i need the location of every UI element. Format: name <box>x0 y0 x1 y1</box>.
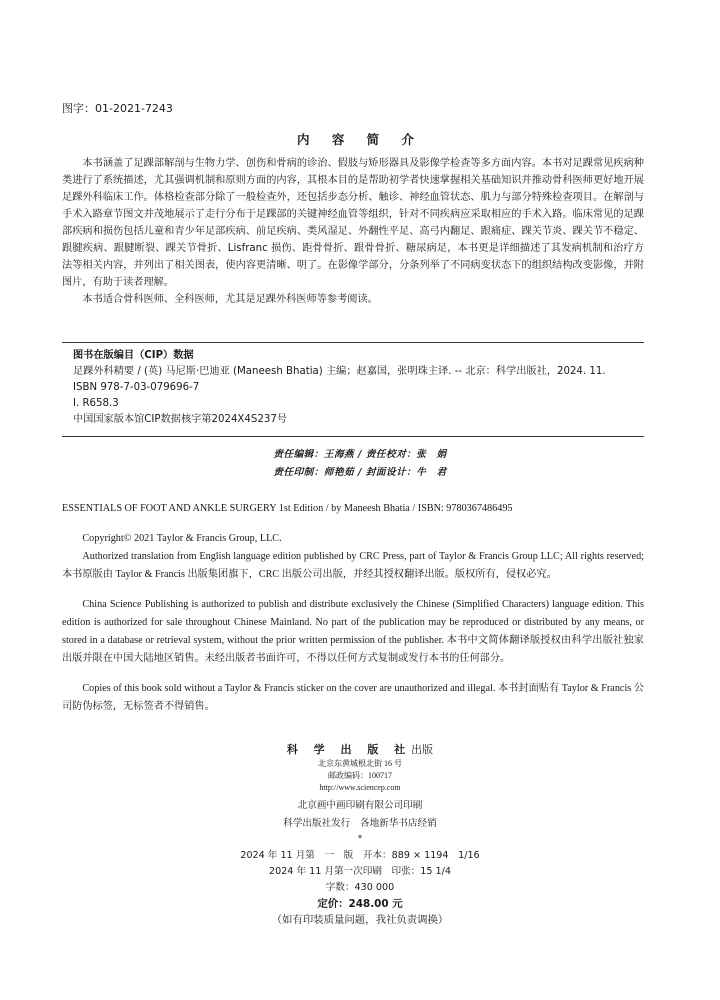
cip-line: 中国国家版本馆CIP数据核字第2024X4S237号 <box>73 414 287 425</box>
publisher-website: http://www.sciencep.com <box>319 783 401 792</box>
staff-credits <box>0 446 720 482</box>
registration-number: 图字：01-2021-7243 <box>62 102 173 115</box>
summary-paragraph: 本书适合骨科医师、全科医师，尤其是足踝外科医师等参考阅读。 <box>82 294 378 305</box>
cip-heading: 图书在版编目（CIP）数据 <box>73 350 194 361</box>
word-count: 字数：430 000 <box>325 882 395 893</box>
staff-line: 责任印制：师艳茹 / 封面设计：牛 君 <box>273 467 447 478</box>
staff-line: 责任编辑：王海燕 / 责任校对：张 娟 <box>273 449 447 460</box>
cip-line: Ⅰ. R658.3 <box>73 398 119 409</box>
publisher-info <box>0 742 720 928</box>
publisher-address: 北京东黄城根北街 16 号 <box>318 759 402 768</box>
divider <box>62 436 644 437</box>
summary-title: 内 容 简 介 <box>296 132 424 147</box>
publisher-name-text: 科 学 出 版 社 <box>286 743 412 756</box>
distribution-line: 科学出版社发行 各地新华书店经销 <box>283 818 437 829</box>
edition-line: 2024 年 11 月第 一 版 开本：889 × 1194 1/16 <box>240 850 480 861</box>
summary-paragraph: 本书涵盖了足踝部解剖与生物力学、创伤和骨病的诊治、假肢与矫形器具及影像学检查等多方面内容。本书对足踝常见疾病种类进行了系统描述，尤其强调机制和原则方面的内容，其根本目的是帮助初学者快速掌握相关基础知识并推动骨科医师更好地开展足踝外科临床工作。体格检查部分除了一般检查外，还包括步态分析、触诊、神经血管状态、肌力与部分特殊检查项目。在解剖与手术入路章节图文并茂地展示了走行分布于足踝部的关键神经血管等组织，针对不同疾病应采取相应的手术入路。临床常见的足踝部疾病和损伤包括儿童和青少年足部疾病、前足疾病、类风湿足、外翻性平足、高弓内翻足、跟痛症、踝关节炎、踝关节不稳定、跟腱疾病、跟腱断裂、踝关节骨折、Lisfranc 损伤、距骨骨折、跟骨骨折、糖尿病足，本书更是详细描述了其发病机制和治疗方法等相关内容，并列出了相关图表，使内容更清晰、明了。在影像学部分，分条列举了不同病变状态下的组织结构改变影像，并附图片，有助于读者理解。 <box>62 158 644 288</box>
rights-block <box>62 500 644 716</box>
price: 定价：248.00 元 <box>317 898 403 910</box>
edition-statement: ESSENTIALS OF FOOT AND ANKLE SURGERY 1st Edition / by Maneesh Bhatia / ISBN: 9780367486495 <box>62 503 513 514</box>
publisher-postcode: 邮政编码：100717 <box>328 771 392 780</box>
summary-body <box>62 155 644 308</box>
cip-line: 足踝外科精要 / (英) 马尼斯·巴迪亚 (Maneesh Bhatia) 主编；赵嘉国，张明珠主译. -- 北京：科学出版社，2024. 11. <box>73 366 606 377</box>
cip-line: ISBN 978-7-03-079696-7 <box>73 382 200 393</box>
separator-star: * <box>357 834 363 844</box>
quality-note: （如有印装质量问题，我社负责调换） <box>271 914 449 926</box>
authorized-translation: Authorized translation from English language edition published by CRC Press, part of Taylor & Francis Group LLC; All rights reserved; 本书原版由 Taylor & Francis 出版集团旗下，CRC 出版公司出版，并经其授权翻译出版。版权所有，侵权必究。 <box>62 551 644 580</box>
sticker-statement: Copies of this book sold without a Taylor & Francis sticker on the cover are unauthorized and illegal. 本书封面贴有 Taylor & Francis 公司防伪标签，无标签者不得销售。 <box>62 683 644 712</box>
cip-block <box>62 348 644 428</box>
publisher-suffix: 出版 <box>411 744 434 756</box>
print-line: 2024 年 11 月第一次印刷 印张：15 1/4 <box>269 866 451 877</box>
china-publishing-statement: China Science Publishing is authorized to publish and distribute exclusively the Chinese (Simplified Characters) language edition. This edition is authorized for sale throughout Chinese Mainland. No part of the publication may be reproduced or distributed by any means, or stored in a database or retrieval system, without the prior written permission of the publisher. 本书中文简体翻译版授权由科学出版社独家出版并限在中国大陆地区销售。未经出版者书面许可，不得以任何方式复制或发行本书的任何部分。 <box>62 599 644 664</box>
publisher-name <box>0 742 720 758</box>
copyright-line: Copyright© 2021 Taylor & Francis Group, LLC. <box>82 533 282 544</box>
divider <box>62 342 644 343</box>
printer-line: 北京画中画印刷有限公司印刷 <box>297 800 423 811</box>
